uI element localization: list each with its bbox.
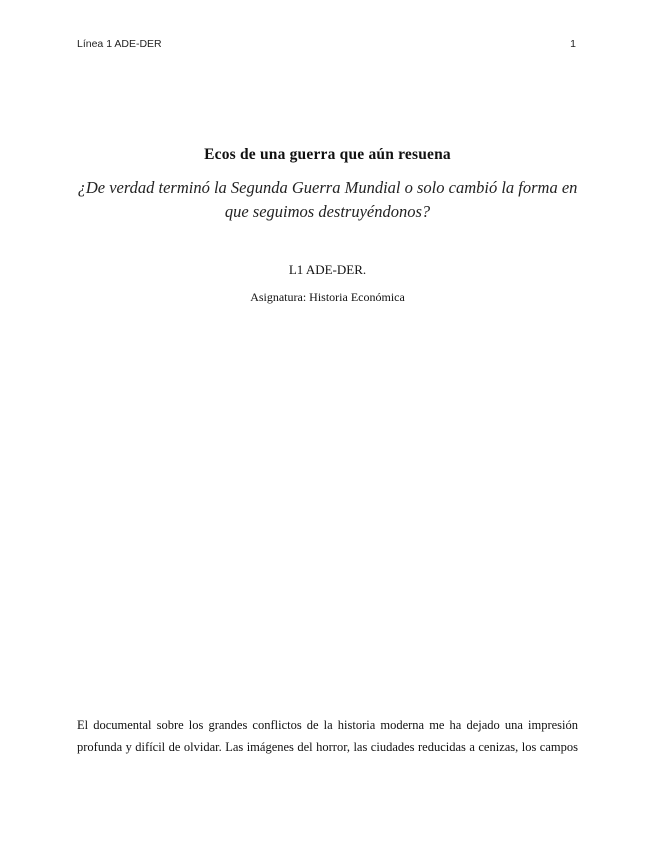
running-head: Línea 1 ADE-DER (77, 38, 162, 50)
course-line: Asignatura: Historia Económica (250, 290, 405, 304)
body-line: profunda y difícil de olvidar. Las imágenes del horror, las ciudades reducidas a cenizas, los campos (77, 740, 578, 754)
page-number: 1 (570, 38, 576, 50)
document-title: Ecos de una guerra que aún resuena (204, 146, 451, 163)
body-line: El documental sobre los grandes conflictos de la historia moderna me ha dejado una impresión (77, 718, 578, 732)
document-subtitle: ¿De verdad terminó la Segunda Guerra Mundial o solo cambió la forma en que seguimos destruyéndonos? (77, 178, 578, 221)
body-paragraph (77, 714, 578, 758)
author-line: L1 ADE-DER. (288, 262, 367, 277)
